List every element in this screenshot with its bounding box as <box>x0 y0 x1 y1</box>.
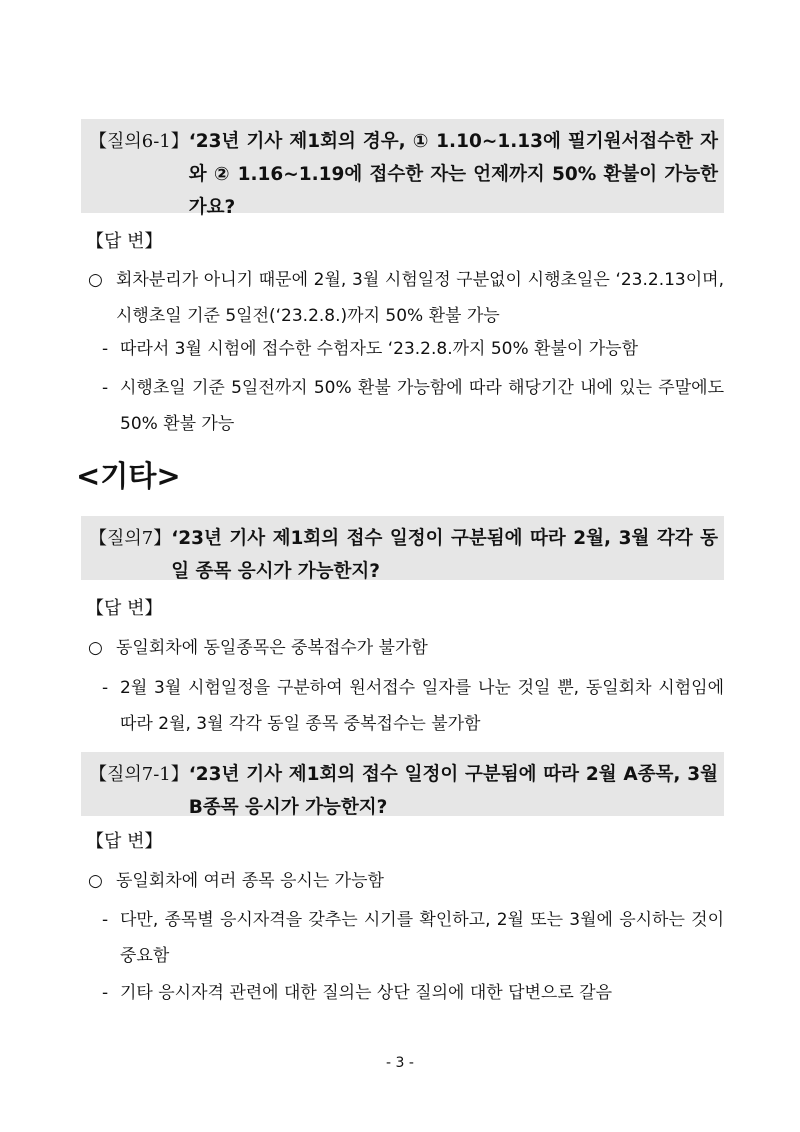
answer-text: 다만, 종목별 응시자격을 갖추는 시기를 확인하고, 2월 또는 3월에 응시하는 것이 중요함 <box>120 910 724 966</box>
question-label: 【질의7-1】 <box>89 764 189 785</box>
bullet-dash: - <box>102 910 109 930</box>
bullet-dash: - <box>102 678 109 698</box>
answer-text: 동일회차에 동일종목은 중복접수가 불가함 <box>116 638 428 658</box>
answer-subitem <box>102 902 724 974</box>
answer-text: 따라서 3월 시험에 접수한 수험자도 ‘23.2.8.까지 50% 환불이 가능함 <box>120 339 638 359</box>
answer-text: 회차분리가 아니기 때문에 2월, 3월 시험일정 구분없이 시행초일은 ‘23.2.13이며, 시행초일 기준 5일전(‘23.2.8.)까지 50% 환불 가능 <box>116 270 724 326</box>
answer-label: 【답 변】 <box>86 598 163 619</box>
answer-label: 【답 변】 <box>86 831 163 852</box>
answer-subitem <box>102 670 724 742</box>
answer-text: 시행초일 기준 5일전까지 50% 환불 가능함에 따라 해당기간 내에 있는 주말에도 50% 환불 가능 <box>120 378 724 434</box>
question-label: 【질의6-1】 <box>89 131 189 152</box>
question-text: ‘23년 기사 제1회의 접수 일정이 구분됨에 따라 2월 A종목, 3월 B종목 응시가 가능한지? <box>188 764 718 818</box>
answer-label: 【답 변】 <box>86 231 163 252</box>
question-text: ‘23년 기사 제1회의 경우, ① 1.10~1.13에 필기원서접수한 자와 ② 1.16~1.19에 접수한 자는 언제까지 50% 환불이 가능한가요? <box>188 131 718 218</box>
question-box-7-1 <box>81 752 724 816</box>
bullet-dash: - <box>102 983 109 1003</box>
answer-subitem <box>102 975 724 1011</box>
answer-subitem <box>102 370 724 442</box>
answer-item <box>88 630 724 666</box>
answer-text: 동일회차에 여러 종목 응시는 가능함 <box>116 871 384 891</box>
question-text: ‘23년 기사 제1회의 접수 일정이 구분됨에 따라 2월, 3월 각각 동일 종목 응시가 가능한지? <box>171 528 718 582</box>
answer-text: 기타 응시자격 관련에 대한 질의는 상단 질의에 대한 답변으로 갈음 <box>120 983 613 1003</box>
question-label: 【질의7】 <box>89 528 172 549</box>
answer-text: 2월 3월 시험일정을 구분하여 원서접수 일자를 나눈 것일 뿐, 동일회차 시험임에 따라 2월, 3월 각각 동일 종목 중복접수는 불가함 <box>120 678 724 734</box>
question-box-6-1 <box>81 119 724 218</box>
section-title: <기타> <box>76 459 181 493</box>
answer-item <box>88 262 724 334</box>
bullet-dash: - <box>102 378 109 398</box>
bullet-circle: ○ <box>88 638 103 658</box>
question-box-7 <box>81 516 724 580</box>
answer-item <box>88 863 724 899</box>
bullet-circle: ○ <box>88 871 103 891</box>
bullet-circle: ○ <box>88 270 103 290</box>
bullet-dash: - <box>102 339 109 359</box>
page-number: - 3 - <box>386 1055 414 1071</box>
answer-subitem <box>102 331 724 367</box>
